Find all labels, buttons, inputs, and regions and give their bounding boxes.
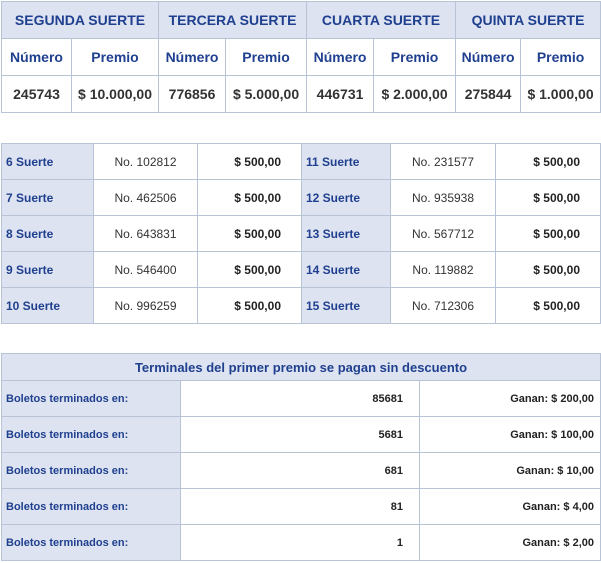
terminals-table (1, 353, 601, 561)
terminal-label: Boletos terminados en: (2, 381, 181, 417)
suerte-label: 14 Suerte (302, 252, 391, 288)
table-row (2, 453, 601, 489)
prize-amount: $ 1.000,00 (521, 76, 601, 113)
prize-amount: $ 500,00 (198, 144, 302, 180)
prize-header-row (2, 2, 601, 39)
prize-amount: $ 500,00 (198, 288, 302, 324)
suerte-label: 15 Suerte (302, 288, 391, 324)
winning-number: No. 935938 (391, 180, 496, 216)
suerte-label: 7 Suerte (2, 180, 94, 216)
prize-result-row (2, 76, 601, 113)
terminal-ending: 5681 (181, 417, 420, 453)
terminal-win: Ganan: $ 10,00 (420, 453, 601, 489)
winning-number: No. 102812 (94, 144, 198, 180)
terminal-win: Ganan: $ 100,00 (420, 417, 601, 453)
table-row (2, 417, 601, 453)
prize-amount: $ 500,00 (496, 216, 601, 252)
table-row (2, 216, 601, 252)
table-row (2, 144, 601, 180)
terminal-label: Boletos terminados en: (2, 525, 181, 561)
winning-number: No. 996259 (94, 288, 198, 324)
terminal-ending: 1 (181, 525, 420, 561)
subheader-prize: Premio (374, 39, 456, 76)
terminals-title-row (2, 354, 601, 381)
table-row (2, 252, 601, 288)
table-row (2, 288, 601, 324)
subheader-number: Número (307, 39, 374, 76)
terminal-win: Ganan: $ 2,00 (420, 525, 601, 561)
terminal-label: Boletos terminados en: (2, 489, 181, 525)
suerte-label: 6 Suerte (2, 144, 94, 180)
subheader-prize: Premio (521, 39, 601, 76)
terminal-ending: 81 (181, 489, 420, 525)
winning-number: No. 231577 (391, 144, 496, 180)
prize-subheader-row (2, 39, 601, 76)
suerte-label: 10 Suerte (2, 288, 94, 324)
winning-number: 245743 (2, 76, 72, 113)
table-row (2, 180, 601, 216)
subheader-number: Número (159, 39, 226, 76)
prize-amount: $ 5.000,00 (226, 76, 307, 113)
terminal-ending: 681 (181, 453, 420, 489)
terminal-label: Boletos terminados en: (2, 417, 181, 453)
winning-number: No. 567712 (391, 216, 496, 252)
top-prizes-table (1, 1, 601, 113)
header-segunda: SEGUNDA SUERTE (2, 2, 159, 39)
prize-amount: $ 500,00 (496, 288, 601, 324)
terminal-label: Boletos terminados en: (2, 453, 181, 489)
suerte-label: 12 Suerte (302, 180, 391, 216)
table-row (2, 381, 601, 417)
suerte-label: 9 Suerte (2, 252, 94, 288)
table-row (2, 489, 601, 525)
winning-number: No. 712306 (391, 288, 496, 324)
terminal-win: Ganan: $ 200,00 (420, 381, 601, 417)
prize-amount: $ 500,00 (198, 252, 302, 288)
terminals-title: Terminales del primer premio se pagan sin descuento (2, 354, 601, 381)
terminal-ending: 85681 (181, 381, 420, 417)
subheader-prize: Premio (72, 39, 159, 76)
prize-amount: $ 500,00 (496, 252, 601, 288)
suerte-label: 8 Suerte (2, 216, 94, 252)
winning-number: 776856 (159, 76, 226, 113)
winning-number: 446731 (307, 76, 374, 113)
prize-amount: $ 500,00 (198, 180, 302, 216)
subheader-number: Número (456, 39, 521, 76)
suerte-label: 13 Suerte (302, 216, 391, 252)
prize-amount: $ 10.000,00 (72, 76, 159, 113)
winning-number: No. 546400 (94, 252, 198, 288)
terminal-win: Ganan: $ 4,00 (420, 489, 601, 525)
prize-amount: $ 500,00 (198, 216, 302, 252)
subheader-number: Número (2, 39, 72, 76)
winning-number: No. 462506 (94, 180, 198, 216)
winning-number: No. 119882 (391, 252, 496, 288)
secondary-prizes-table (1, 143, 601, 324)
prize-amount: $ 500,00 (496, 144, 601, 180)
header-quinta: QUINTA SUERTE (456, 2, 601, 39)
suerte-label: 11 Suerte (302, 144, 391, 180)
table-row (2, 525, 601, 561)
header-tercera: TERCERA SUERTE (159, 2, 307, 39)
subheader-prize: Premio (226, 39, 307, 76)
prize-amount: $ 2.000,00 (374, 76, 456, 113)
winning-number: No. 643831 (94, 216, 198, 252)
header-cuarta: CUARTA SUERTE (307, 2, 456, 39)
prize-amount: $ 500,00 (496, 180, 601, 216)
winning-number: 275844 (456, 76, 521, 113)
